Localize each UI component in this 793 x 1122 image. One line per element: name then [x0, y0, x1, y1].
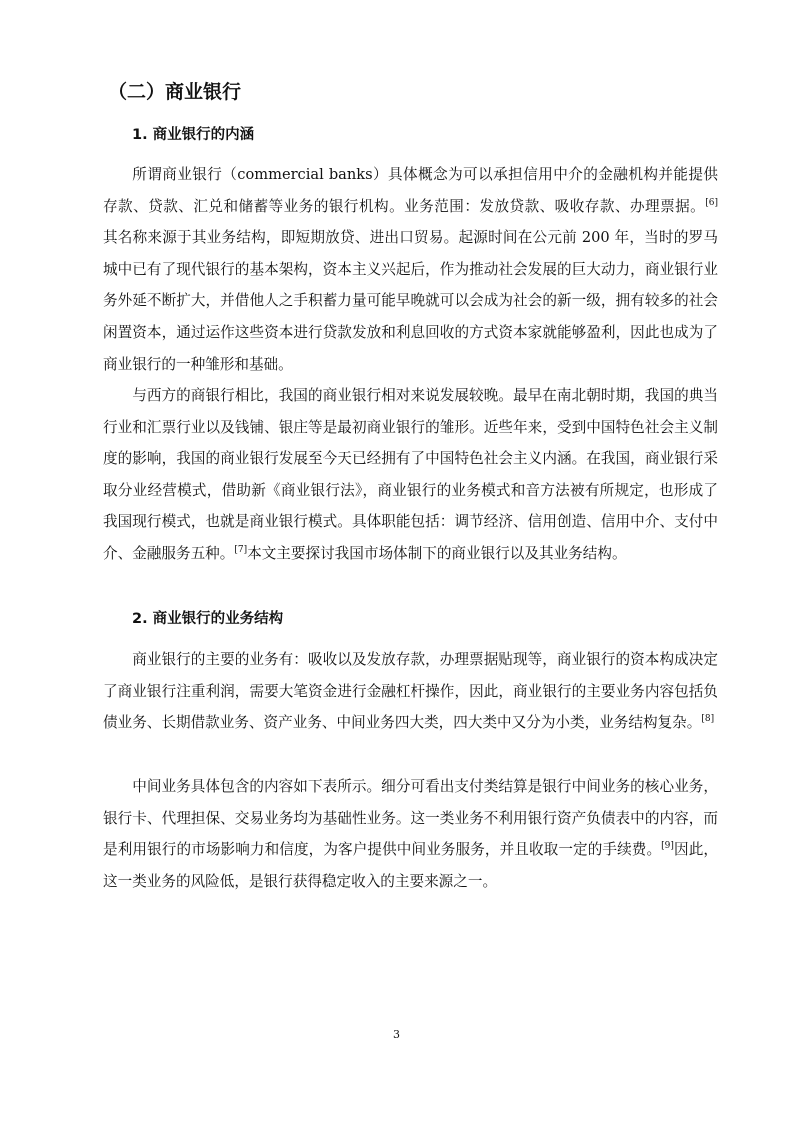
paragraph-text: 因此，这一类业务的风险低，是银行获得稳定收入的主要来源之一。 [103, 841, 718, 890]
citation-ref: [6] [705, 197, 718, 208]
page-number: 3 [393, 1028, 400, 1041]
paragraph-text: 所谓商业银行（commercial banks）具体概念为可以承担信用中介的金融机构并能提供存款、贷款、汇兑和储蓄等业务的银行机构。业务范围：发放贷款、吸收存款、办理票据。 [103, 166, 718, 215]
paragraph-2 [103, 380, 718, 570]
paragraph-text: 其名称来源于其业务结构，即短期放贷、进出口贸易。起源时间在公元前 200 年，当时的罗马城中已有了现代银行的基本架构，资本主义兴起后，作为推动社会发展的巨大动力，商业银行业务外延不断扩大，并借他人之手积蓄力量可能早晚就可以会成为社会的新一级，拥有较多的社会闲置资本，通过运作这些资本进行贷款发放和利息回收的方式资本家就能够盈利，因此也成为了商业银行的一种雏形和基础。 [103, 229, 718, 373]
subsection-heading-2: 2. 商业银行的业务结构 [132, 611, 284, 627]
citation-ref: [7] [234, 545, 248, 556]
paragraph-text: 商业银行的主要的业务有：吸收以及发放存款，办理票据贴现等，商业银行的资本构成决定了商业银行注重利润，需要大笔资金进行金融杠杆操作，因此，商业银行的主要业务内容包括负债业务、长期借款业务、资产业务、中间业务四大类，四大类中又分为小类，业务结构复杂。 [103, 651, 718, 732]
paragraph-1 [103, 159, 718, 380]
paragraph-text: 本文主要探讨我国市场体制下的商业银行以及其业务结构。 [247, 544, 627, 562]
paragraph-text: 中间业务具体包含的内容如下表所示。细分可看出支付类结算是银行中间业务的核心业务，银行卡、代理担保、交易业务均为基础性业务。这一类业务不利用银行资产负债表中的内容，而是利用银行的市场影响力和信度，为客户提供中间业务服务，并且收取一定的手续费。 [103, 778, 718, 859]
section-heading: （二）商业银行 [108, 81, 242, 103]
citation-ref: [8] [701, 714, 715, 725]
paragraph-4 [103, 771, 718, 897]
paragraph-3 [103, 644, 718, 739]
citation-ref: [9] [661, 841, 674, 852]
paragraph-text: 与西方的商银行相比，我国的商业银行相对来说发展较晚。最早在南北朝时期，我国的典当行业和汇票行业以及钱铺、银庄等是最初商业银行的雏形。近些年来，受到中国特色社会主义制度的影响，我国的商业银行发展至今天已经拥有了中国特色社会主义内涵。在我国，商业银行采取分业经营模式，借助新《商业银行法》，商业银行的业务模式和音方法被有所规定，也形成了我国现行模式，也就是商业银行模式。具体职能包括：调节经济、信用创造、信用中介、支付中介、金融服务五种。 [103, 387, 718, 562]
subsection-heading-1: 1. 商业银行的内涵 [132, 127, 255, 143]
